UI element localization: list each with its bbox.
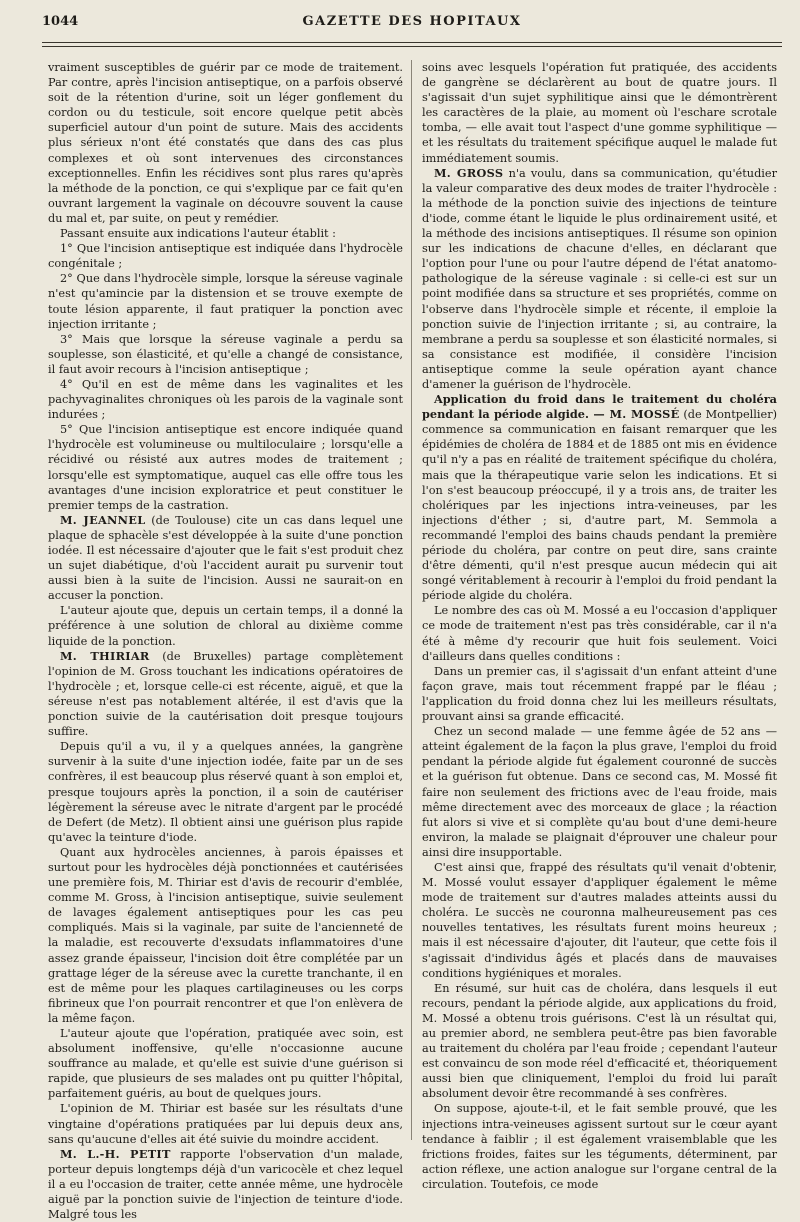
paragraph-text: (de Bruxelles) partage complètement l'opinion de M. Gross touchant les indications opératoires de l'hydrocèle ; et, lorsque celle-ci est récente, aiguë, et que la séreuse n'est pas notablement altérée, il est d'avis que la ponction suivie de la cautérisation doit presque toujours suffire. <box>48 649 403 739</box>
paragraph <box>48 226 403 241</box>
paragraph-text: 1° Que l'incision antiseptique est indiquée dans l'hydrocèle congénitale ; <box>48 242 403 271</box>
paragraph <box>422 860 777 981</box>
paragraph <box>48 845 403 1026</box>
speaker-name: M. JEANNEL <box>60 512 146 527</box>
speaker-name: M. GROSS <box>434 165 504 180</box>
paragraph <box>422 664 777 724</box>
paragraph-text: L'auteur ajoute que l'opération, pratiquée avec soin, est absolument inoffensive, qu'elle n'occasionne aucune souffrance au malade, et qu'elle est suivie d'une guérison si rapide, que plusieurs de ses malades ont pu quitter l'hôpital, parfaitement guéris, au bout de quelques jours. <box>48 1027 403 1101</box>
right-column <box>422 60 777 1191</box>
paragraph-text: soins avec lesquels l'opération fut pratiquée, des accidents de gangrène se déclarèrent au bout de quatre jours. Il s'agissait d'un sujet syphilitique ainsi que le démontrèrent les caractères de la plaie, au moment où l'eschare scrotale tomba, — elle avait tout l'aspect d'une gomme syphilitique — et les résultats du traitement spécifique auquel le malade fut immédiatement soumis. <box>422 61 777 165</box>
speaker-name: M. THIRIAR <box>60 648 150 663</box>
paragraph-text: En résumé, sur huit cas de choléra, dans lesquels il eut recours, pendant la période algide, aux applications du froid, M. Mossé a obtenu trois guérisons. C'est là un résultat qui, au premier abord, ne semblera peut-être pas bien favorable au traitement du choléra par l'eau froide ; cependant l'auteur est convaincu de son mode réel d'efficacité et, théoriquement aussi bien que cliniquement, l'emploi du froid lui paraît absolument devoir être recommandé à ses confrères. <box>422 981 777 1101</box>
journal-title: GAZETTE DES HOPITAUX <box>302 14 522 29</box>
paragraph <box>422 724 777 860</box>
page-header <box>42 12 782 36</box>
paragraph-text: L'opinion de M. Thiriar est basée sur les résultats d'une vingtaine d'opérations pratiquées par lui depuis deux ans, sans qu'aucune d'elles ait été suivie du moindre accident. <box>48 1102 403 1146</box>
paragraph-text: (de Toulouse) cite un cas dans lequel une plaque de sphacèle s'est développée à la suite d'une ponction iodée. Il est nécessaire d'ajouter que le fait s'est produit chez un sujet diabétique, d'où l'accident aurait pu survenir tout aussi bien à la suite de l'incision. Aussi ne saurait-on en accuser la ponction. <box>48 513 403 603</box>
paragraph <box>422 981 777 1102</box>
paragraph-text: Passant ensuite aux indications l'auteur établit : <box>60 227 336 241</box>
paragraph <box>48 739 403 845</box>
header-rule-thin <box>42 46 782 47</box>
paragraph <box>422 166 777 392</box>
paragraph-text: 2° Que dans l'hydrocèle simple, lorsque la séreuse vaginale n'est qu'amincie par la distension et se trouve exempte de toute lésion apparente, il faut pratiquer la ponction avec injection irritante ; <box>48 272 403 331</box>
paragraph-text: vraiment susceptibles de guérir par ce mode de traitement. Par contre, après l'incision antiseptique, on a parfois observé soit de la rétention d'urine, soit un léger gonflement du cordon ou du testicule, soit encore quelque petit abcès superficiel autour d'un point de suture. Mais des accidents plus sérieux n'ont été constatés que dans des cas plus complexes et où sont intervenues des circonstances exceptionnelles. Enfin les récidives sont plus rares qu'après la méthode de la ponction, ce qui s'explique par ce fait qu'en ouvrant largement la vaginale on découvre souvent la cause du mal et, par suite, on peut y remédier. <box>48 61 403 225</box>
paragraph <box>48 603 403 648</box>
left-column <box>48 60 403 1222</box>
paragraph <box>48 60 403 226</box>
header-rule <box>42 42 782 43</box>
paragraph-text: 3° Mais que lorsque la séreuse vaginale a perdu sa souplesse, son élasticité, et qu'elle a changé de consistance, il faut avoir recours à l'incision antiseptique ; <box>48 332 403 376</box>
paragraph-text: C'est ainsi que, frappé des résultats qu'il venait d'obtenir, M. Mossé voulut essayer d'appliquer également le même mode de traitement sur d'autres malades atteints aussi du choléra. Le succès ne couronna malheureusement pas ces nouvelles tentatives, les résultats furent moins heureux ; mais il est nécessaire d'ajouter, dit l'auteur, que cette fois il s'agissait d'individus âgés et placés dans de mauvaises conditions hygiéniques et morales. <box>422 860 777 980</box>
page-number: 1044 <box>42 14 79 29</box>
paragraph-text: L'auteur ajoute que, depuis un certain temps, il a donné la préférence à une solution de chloral au dixième comme liquide de la ponction. <box>48 604 403 648</box>
speaker-name: — M. MOSSÉ <box>588 407 680 422</box>
paragraph <box>48 271 403 331</box>
paragraph <box>48 1101 403 1146</box>
paragraph-text: rapporte l'observation d'un malade, porteur depuis longtemps déjà d'un varicocèle et chez lequel il a eu l'occasion de traiter, cette année même, une hydrocèle aiguë par la ponction suivie de l'injection de teinture d'iode. Malgré tous les <box>48 1147 403 1222</box>
paragraph-text: Quant aux hydrocèles anciennes, à parois épaisses et surtout pour les hydrocèles déjà ponctionnées et cautérisées une première fois, M. Thiriar est d'avis de recourir d'emblée, comme M. Gross, à l'incision antiseptique, suivie seulement de lavages également antiseptiques pour les cas peu compliqués. Mais si la vaginale, par suite de l'ancienneté de la maladie, est recouverte d'exsudats inflammatoires d'une assez grande épaisseur, l'incision doit être complétée par un grattage léger de la séreuse avec la curette tranchante, il en est de même pour les plaques cartilagineuses ou les corps fibrineux que l'on pourrait rencontrer et que l'on enlèvera de la même façon. <box>48 845 403 1025</box>
paragraph <box>48 241 403 271</box>
speaker-name: M. L.-H. PETIT <box>60 1146 171 1161</box>
section-title: Application du froid dans le traitement du choléra pendant la période algide. <box>422 392 777 422</box>
paragraph-text: n'a voulu, dans sa communication, qu'étudier la valeur comparative des deux modes de traiter l'hydrocèle : la méthode de la ponction suivie des injections de teinture d'iode, comme étant le liquide le plus ordinairement usité, et la méthode des incisions antiseptiques. Il résume son opinion sur les indications de chacune d'elles, en déclarant que l'option pour l'une ou pour l'autre dépend de l'état anatomo-pathologique de la séreuse vaginale : si celle-ci est sur un point modifiée dans sa structure et ses propriétés, comme on l'observe dans l'hydrocèle simple et récente, il emploie la ponction suivie de l'injection irritante ; si, au contraire, la membrane a perdu sa souplesse et son élasticité normales, si sa consistance est modifiée, il considère l'incision antiseptique comme la seule opération ayant chance d'amener la guérison de l'hydrocèle. <box>422 166 777 391</box>
paragraph <box>48 513 403 604</box>
paragraph <box>422 1101 777 1192</box>
paragraph <box>48 1026 403 1101</box>
paragraph <box>422 392 777 603</box>
paragraph <box>48 377 403 422</box>
paragraph <box>48 422 403 513</box>
paragraph-text: Chez un second malade — une femme âgée de 52 ans — atteint également de la façon la plus grave, l'emploi du froid pendant la période algide fut également couronné de succès et la guérison fut obtenue. Dans ce second cas, M. Mossé fit faire non seulement des frictions avec de l'eau froide, mais même directement avec des morceaux de glace ; la réaction fut alors si vive et si complète qu'au bout d'une demi-heure environ, la malade se plaignait d'éprouver une chaleur pour ainsi dire insupportable. <box>422 725 777 859</box>
paragraph-text: 4° Qu'il en est de même dans les vaginalites et les pachyvaginalites chroniques où les parois de la vaginale sont indurées ; <box>48 377 403 422</box>
paragraph <box>48 332 403 377</box>
paragraph-text: 5° Que l'incision antiseptique est encore indiquée quand l'hydrocèle est volumineuse ou multiloculaire ; lorsqu'elle a récidivé ou résisté aux autres modes de traitement ; lorsqu'elle est symptomatique, auquel cas elle offre tous les avantages d'une incision exploratrice et peut constituer le premier temps de la castration. <box>48 423 403 512</box>
paragraph <box>422 603 777 663</box>
paragraph-text: Le nombre des cas où M. Mossé a eu l'occasion d'appliquer ce mode de traitement n'est pas très considérable, car il n'a été à même d'y recourir que huit fois seulement. Voici d'ailleurs dans quelles conditions : <box>422 604 777 663</box>
paragraph <box>422 60 777 166</box>
column-divider <box>411 60 412 1140</box>
paragraph-text: (de Montpellier) commence sa communication en faisant remarquer que les épidémies de choléra de 1884 et de 1885 ont mis en évidence qu'il n'y a pas en réalité de traitement spécifique du choléra, mais que la thérapeutique varie selon les indications. Et si l'on s'est beaucoup préoccupé, il y a trois ans, de traiter les cholériques par les injections intra-veineuses, par les injections d'éther ; si, d'autre part, M. Semmola a recommandé l'emploi des bains chauds pendant la première période du choléra, par contre on peut dire, sans crainte d'être démenti, qu'il n'est presque aucun médecin qui ait songé véritablement à recourir à l'emploi du froid pendant la période algide du choléra. <box>422 408 777 603</box>
paragraph-text: Dans un premier cas, il s'agissait d'un enfant atteint d'une façon grave, mais tout récemment frappé par le fléau ; l'application du froid donna chez lui les meilleurs résultats, prouvant ainsi sa grande efficacité. <box>422 664 777 724</box>
paragraph <box>48 1147 403 1222</box>
paragraph-text: Depuis qu'il a vu, il y a quelques années, la gangrène survenir à la suite d'une injection iodée, faite par un de ses confrères, il est beaucoup plus réservé quant à son emploi et, presque toujours après la ponction, il a soin de cautériser légèrement la séreuse avec le nitrate d'argent par le procédé de Defert (de Metz). Il obtient ainsi une guérison plus rapide qu'avec la teinture d'iode. <box>48 740 403 844</box>
paragraph-text: On suppose, ajoute-t-il, et le fait semble prouvé, que les injections intra-veineuses agissent surtout sur le cœur ayant tendance à faiblir ; il est également vraisemblable que les frictions froides, faites sur les téguments, déterminent, par action réflexe, une action analogue sur l'organe central de la circulation. Toutefois, ce mode <box>422 1102 777 1191</box>
paragraph <box>48 649 403 740</box>
